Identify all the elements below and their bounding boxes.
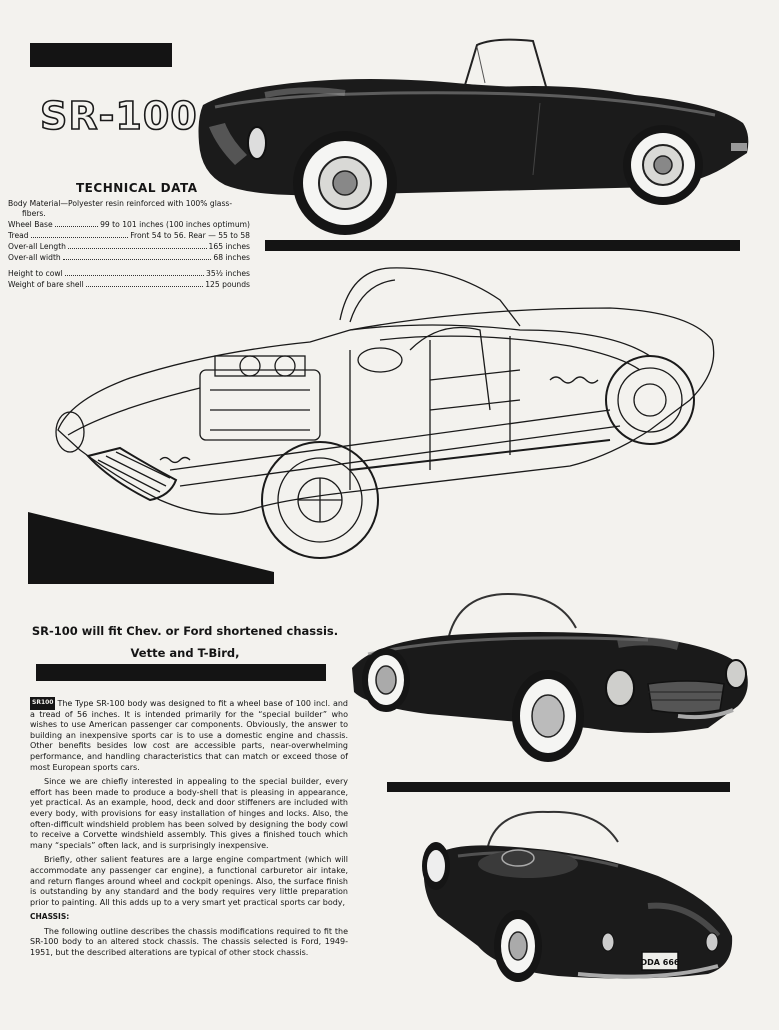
article-paragraph: SR100 The Type SR-100 body was designed to fit a wheel base of 100 incl. and a tread of 56 inches. It is intended primarily for the “special builder” who wishes to use American passenger car components. Obviously, the answer to building an inexpensive sports car is to use a domestic engine and chassis. Other benefits besides low cost are accessible parts, near-overwhelming performance, and handling characteristics that can match or exceed those of most European sports cars. xyxy=(30,698,348,772)
page-title: SR-100 xyxy=(40,94,198,138)
spec-body-material: Body Material—Polyester resin reinforced with 100% glass- fibers. xyxy=(8,199,233,218)
car-photo-front-three-quarter xyxy=(348,588,753,768)
spec-row: Over-all Length 165 inches xyxy=(8,242,250,251)
divider-bar-upper xyxy=(265,240,740,251)
chassis-heading: CHASSIS: xyxy=(30,912,70,922)
divider-bar-caption xyxy=(36,664,326,681)
technical-data-heading: TECHNICAL DATA xyxy=(76,181,198,195)
spec-row: Over-all width 68 inches xyxy=(8,253,250,262)
article-paragraph: The following outline describes the chassis modifications required to fit the SR-100 body to an altered stock chassis. The chassis selected is Ford, 1949-1951, but the described alterations are typical of other stock chassis. xyxy=(30,926,348,958)
header-black-bar xyxy=(30,43,172,67)
article-body xyxy=(30,697,348,963)
cutaway-chassis-drawing xyxy=(50,260,720,575)
article-paragraph: Briefly, other salient features are a large engine compartment (which will accommodate any passenger car engine), a functional carburetor air intake, and return flanges around wheel and cockpit openings. Also, the surface finish is outstanding by any standard and the body requires very little preparation prior to painting. All this adds up to a very smart yet practical sports car body, xyxy=(30,855,348,907)
license-plate-text: DDA 666 xyxy=(640,958,680,967)
spec-row: Tread Front 54 to 56. Rear — 55 to 58 xyxy=(8,231,250,240)
spec-row: Height to cowl 35½ inches xyxy=(8,269,250,278)
car-photo-rear-three-quarter xyxy=(418,806,736,988)
divider-bar-lower xyxy=(387,782,730,792)
article-paragraph: Since we are chiefly interested in appealing to the special builder, every effort has been made to produce a body-shell that is pleasing in appearance, yet practical. As an example, hood, deck and door stiffeners are included with every body, with provisions for easy installation of hinges and locks. Also, the often-difficult windshield problem has been solved by designing the body cowl to receive a Corvette windshield assembly. This gives a finished touch which many “specials” often lack, and is surprisingly inexpensive. xyxy=(30,777,348,850)
car-photo-side-view xyxy=(195,35,755,240)
spec-row: Weight of bare shell 125 pounds xyxy=(8,280,250,289)
spec-row: Wheel Base 99 to 101 inches (100 inches optimum) xyxy=(8,220,250,229)
chassis-fit-caption: SR-100 will fit Chev. or Ford shortened chassis. Vette and T-Bird, xyxy=(31,624,339,660)
sr100-tag: SR100 xyxy=(30,697,55,710)
